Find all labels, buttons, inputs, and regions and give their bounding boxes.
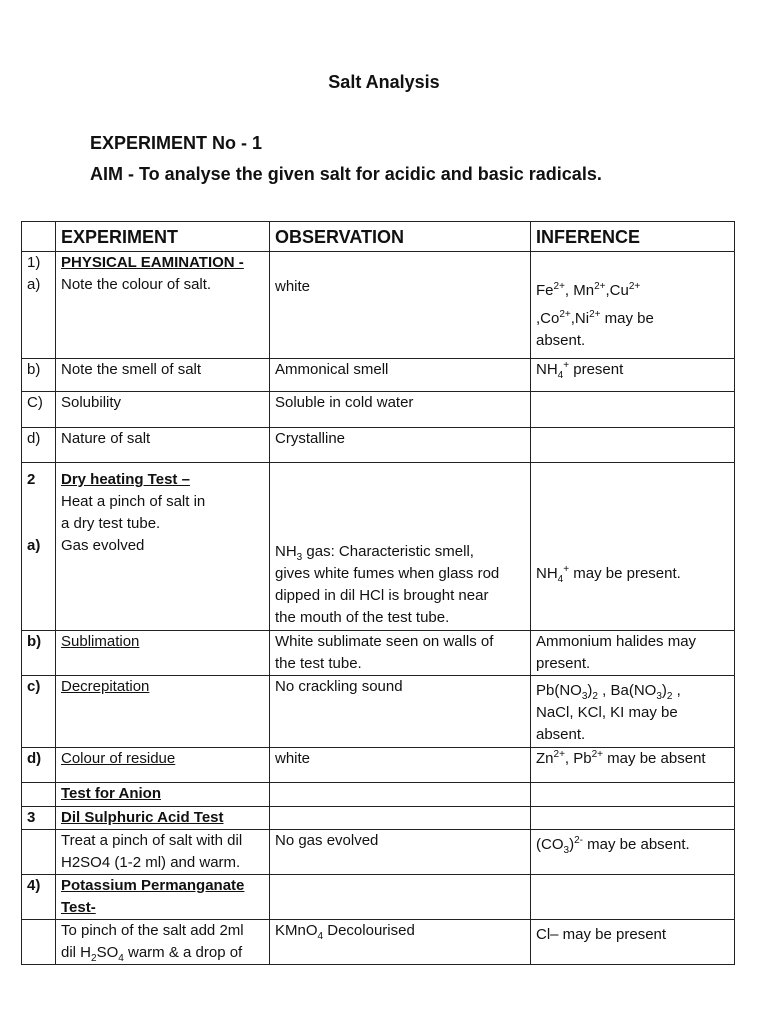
experiment-text: Heat a pinch of salt in [61, 493, 206, 510]
observation-cell [270, 875, 531, 920]
inference-cell [531, 252, 735, 359]
row-number [22, 920, 56, 965]
section-heading: Potassium Permanganate [61, 877, 245, 894]
experiment-line-1: To pinch of the salt add 2ml [61, 922, 244, 939]
observation-cell: Soluble in cold water [270, 392, 531, 428]
experiment-cell [56, 463, 270, 631]
table-row [22, 359, 735, 392]
observation-cell [270, 631, 531, 676]
experiment-cell: Note the smell of salt [56, 359, 270, 392]
observation-line-2: the test tube. [275, 655, 362, 672]
observation-line-1: White sublimate seen on walls of [275, 633, 494, 650]
section-heading: Dry heating Test – [61, 471, 190, 488]
inference-line-1: Ammonium halides may [536, 633, 697, 650]
table-header-row [22, 222, 735, 252]
inference-line-2: NaCl, KCl, KI may be [536, 704, 678, 721]
inference-line-1: $Fe^{2+}$, $Mn^{2+},Cu^{2+}$ [536, 281, 641, 299]
table-row [22, 830, 735, 875]
row-number: 3 [22, 807, 56, 830]
header-experiment: EXPERIMENT [56, 222, 270, 252]
observation-cell [270, 463, 531, 631]
section-heading: Test for Anion [56, 783, 270, 807]
table-row [22, 783, 735, 807]
experiment-line-2: H2SO4 (1-2 ml) and warm. [61, 854, 241, 871]
inference-cell [531, 676, 735, 748]
table-row [22, 428, 735, 463]
row-number: c) [22, 676, 56, 748]
inference-cell: $NH_4^+$ present [531, 359, 735, 392]
table-row [22, 392, 735, 428]
observation-text: white [275, 278, 311, 295]
row-number: b) [22, 359, 56, 392]
inference-line-1: Cl– may be present [536, 926, 667, 943]
experiment-cell [56, 252, 270, 359]
experiment-cell: Nature of salt [56, 428, 270, 463]
inference-line-2: present. [536, 655, 591, 672]
table-row [22, 252, 735, 359]
inference-cell [531, 392, 735, 428]
observation-line-1: $NH_3$ gas: Characteristic smell, [275, 543, 474, 563]
inference-line-1: $Pb(NO_3)_2$ , $Ba(NO_3)_2$ , [536, 682, 681, 702]
row-number: C) [22, 392, 56, 428]
experiment-number: EXPERIMENT No - 1 [90, 133, 263, 153]
row-number-main: 2 [27, 471, 36, 488]
experiment-text: Gas evolved [61, 537, 145, 554]
page-title: Salt Analysis [328, 72, 440, 92]
inference-line-1: $NH_4^+$ may be present. [536, 564, 681, 585]
observation-line-4: the mouth of the test tube. [275, 609, 450, 626]
experiment-cell: Decrepitation [56, 676, 270, 748]
table-row [22, 631, 735, 676]
inference-line-3: absent. [536, 332, 586, 349]
experiment-cell [56, 830, 270, 875]
experiment-text: a dry test tube. [61, 515, 161, 532]
table-row [22, 463, 735, 631]
inference-cell [531, 875, 735, 920]
experiment-line-1: Treat a pinch of salt with dil [61, 832, 243, 849]
experiment-cell [56, 920, 270, 965]
observation-line-3: dipped in dil HCl is brought near [275, 587, 489, 604]
experiment-line-2: dil $H_2SO_4$ warm & a drop of [61, 944, 243, 964]
inference-cell [531, 783, 735, 807]
experiment-cell: Solubility [56, 392, 270, 428]
header-observation: OBSERVATION [270, 222, 531, 252]
observation-cell [270, 807, 531, 830]
aim-statement: AIM - To analyse the given salt for acidic and basic radicals. [90, 164, 602, 184]
row-number [22, 252, 56, 359]
observation-line-2: gives white fumes when glass rod [275, 565, 500, 582]
table-row [22, 676, 735, 748]
row-number: b) [22, 631, 56, 676]
row-number-sub: a) [27, 537, 41, 554]
header-number [22, 222, 56, 252]
inference-line-1: $(CO_3)^{2-}$ may be absent. [536, 835, 690, 856]
observation-cell [270, 783, 531, 807]
inference-cell [531, 807, 735, 830]
table-row [22, 875, 735, 920]
experiment-cell: Colour of residue [56, 748, 270, 783]
inference-line-2: $,Co^{2+},Ni^{2+}$ may be [536, 309, 654, 327]
header-inference: INFERENCE [531, 222, 735, 252]
row-number: d) [22, 748, 56, 783]
observation-cell: white [270, 748, 531, 783]
inference-cell [531, 631, 735, 676]
row-number-sub: a) [27, 276, 41, 293]
salt-analysis-table [21, 221, 735, 965]
row-number [22, 463, 56, 631]
inference-cell [531, 830, 735, 875]
observation-cell: No gas evolved [270, 830, 531, 875]
row-number: 4) [22, 875, 56, 920]
section-heading-cont: Test- [61, 899, 96, 916]
experiment-cell: Sublimation [56, 631, 270, 676]
row-number [22, 783, 56, 807]
row-number-main: 1) [27, 254, 41, 271]
table-row [22, 920, 735, 965]
inference-cell [531, 463, 735, 631]
row-number: d) [22, 428, 56, 463]
experiment-cell [56, 875, 270, 920]
inference-cell [531, 920, 735, 965]
observation-cell: Ammonical smell [270, 359, 531, 392]
observation-cell [270, 252, 531, 359]
experiment-text: Note the colour of salt. [61, 276, 212, 293]
section-heading: PHYSICAL EAMINATION - [61, 254, 244, 271]
section-heading: Dil Sulphuric Acid Test [56, 807, 270, 830]
observation-cell: No crackling sound [270, 676, 531, 748]
row-number [22, 830, 56, 875]
inference-cell: $Zn^{2+}$, $Pb^{2+}$ may be absent [531, 748, 735, 783]
observation-cell: Crystalline [270, 428, 531, 463]
table-row [22, 748, 735, 783]
inference-cell [531, 428, 735, 463]
observation-cell: KMnO$_4$ Decolourised [270, 920, 531, 965]
inference-line-3: absent. [536, 726, 586, 743]
table-row [22, 807, 735, 830]
